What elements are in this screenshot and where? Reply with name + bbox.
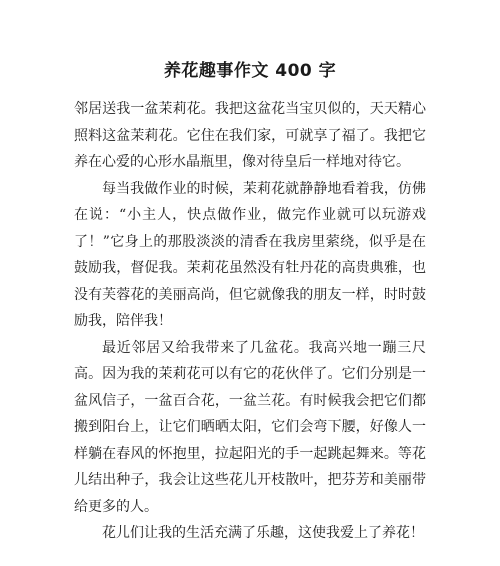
- paragraph-2: 每当我做作业的时候，茉莉花就静静地看着我，仿佛在说：“小主人，快点做作业，做完作业就可以玩游戏了！”它身上的那股淡淡的清香在我房里萦绕，似乎是在鼓励我，督促我。茉莉花虽然没有牡丹花的高贵典雅，也没有芙蓉花的美丽高尚，但它就像我的朋友一样，时时鼓励我，陪伴我！: [74, 180, 426, 329]
- paragraph-1: 邻居送我一盆茉莉花。我把这盆花当宝贝似的，天天精心照料这盆茉莉花。它住在我们家，可就享了福了。我把它养在心爱的心形水晶瓶里，像对待皇后一样地对待它。: [74, 101, 426, 170]
- paragraph-3: 最近邻居又给我带来了几盆花。我高兴地一蹦三尺高。因为我的茉莉花可以有它的花伙伴了。它们分别是一盆风信子，一盆百合花，一盆兰花。有时候我会把它们都搬到阳台上，让它们晒晒太阳，它们会弯下腰，好像人一样躺在春风的怀抱里，拉起阳光的手一起跳起舞来。等花儿结出种子，我会让这些花儿开枝散叶，把芬芳和美丽带给更多的人。: [74, 339, 426, 515]
- document-title: 养花趣事作文 400 字: [163, 61, 337, 81]
- paragraph-4: 花儿们让我的生活充满了乐趣，这使我爱上了养花！: [102, 525, 424, 541]
